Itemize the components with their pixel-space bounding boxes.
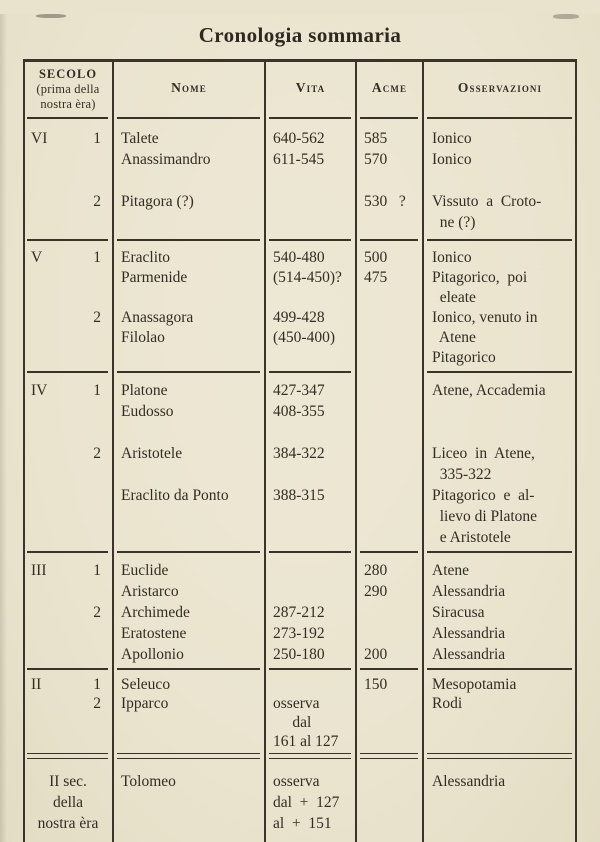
osservazioni-cell-line: Atene, Accademia	[432, 382, 546, 400]
vita-cell-line: (514-450)?	[273, 269, 342, 287]
acme-cell-line	[364, 401, 423, 422]
nome-cell-line: Archimede	[121, 604, 190, 622]
vita-cell	[265, 560, 356, 665]
secolo-cell	[23, 675, 113, 751]
osservazioni-cell-line: Vissuto a Croto-	[432, 193, 542, 211]
osservazioni-cell-line: Alessandria	[432, 583, 506, 601]
column-header-acme: Acme	[371, 80, 408, 96]
page-title: Cronologia sommaria	[198, 23, 402, 48]
osservazioni-cell-line	[432, 732, 577, 751]
generation-number: 2	[93, 604, 101, 622]
generation-number	[93, 328, 101, 348]
vita-cell-line: 540-480	[273, 249, 325, 267]
acme-cell-line: 570	[364, 151, 388, 169]
vita-cell-line	[273, 675, 356, 694]
section-divider	[23, 548, 577, 556]
vita-cell-line: 287-212	[273, 604, 325, 622]
scan-edge-shadow	[0, 14, 7, 842]
acme-cell-line: 290	[364, 583, 388, 601]
osservazioni-cell	[423, 248, 577, 368]
century-label	[23, 771, 113, 834]
header-secolo-line3: nostra èra)	[40, 96, 96, 111]
osservazioni-cell-line: Pitagorico e al-	[432, 487, 535, 505]
osservazioni-cell-line: Siracusa	[432, 604, 485, 622]
nome-cell-line	[121, 732, 265, 751]
secolo-cell	[23, 248, 113, 368]
vita-cell-line: dal	[273, 714, 312, 732]
osservazioni-cell-line: Pitagorico, poi	[432, 269, 528, 287]
generation-number	[93, 713, 101, 732]
divider-segment-oss	[427, 753, 572, 759]
nome-cell-line	[121, 348, 265, 368]
century-label: VI	[31, 130, 48, 148]
vita-cell	[265, 675, 356, 751]
acme-cell-line	[364, 443, 423, 464]
osservazioni-cell-line: Atene	[432, 329, 476, 347]
vita-cell-line: 388-315	[273, 487, 325, 505]
vita-cell	[265, 380, 356, 548]
vita-cell-line: osserva	[273, 773, 320, 791]
nome-cell-line	[121, 713, 265, 732]
vita-cell-line	[273, 527, 356, 548]
divider-segment-acme	[360, 753, 418, 759]
vita-cell-line: 250-180	[273, 646, 325, 664]
nome-cell-line: Eraclito	[121, 249, 171, 267]
acme-cell-line: 530 ?	[364, 193, 406, 211]
vita-cell-line	[273, 422, 356, 443]
nome-cell-line: Seleuco	[121, 676, 171, 694]
acme-cell-line: 280	[364, 562, 388, 580]
nome-cell-line: Filolao	[121, 329, 165, 347]
nome-cell-line: Eudosso	[121, 403, 174, 421]
osservazioni-cell-line: Atene	[432, 562, 470, 580]
nome-cell-line: Euclide	[121, 562, 169, 580]
section-divider	[23, 368, 577, 376]
nome-cell-line: Aristarco	[121, 583, 179, 601]
acme-cell	[356, 675, 423, 751]
nome-cell-line	[121, 212, 265, 233]
generation-number: 1	[93, 676, 101, 694]
acme-cell-line	[364, 694, 423, 713]
vita-cell-line	[273, 212, 356, 233]
osservazioni-cell-line: Ionico	[432, 249, 472, 267]
secolo-cell	[23, 380, 113, 548]
acme-cell-line	[364, 288, 423, 308]
generation-numbers	[93, 248, 101, 368]
acme-cell	[356, 560, 423, 665]
scanned-book-page	[0, 14, 600, 842]
table-section-IV	[23, 376, 577, 548]
vita-cell-line: 499-428	[273, 309, 325, 327]
nome-cell-line: Parmenide	[121, 269, 188, 287]
osservazioni-cell-line: Ionico	[432, 130, 472, 148]
acme-cell-line	[364, 212, 423, 233]
acme-cell-line	[364, 527, 423, 548]
generation-numbers	[93, 675, 101, 751]
osservazioni-cell-line: Rodi	[432, 695, 463, 713]
acme-cell-line	[364, 602, 423, 623]
osservazioni-cell-line: Liceo in Atene,	[432, 445, 535, 463]
generation-number: 1	[93, 382, 101, 400]
nome-cell	[113, 248, 265, 368]
scan-smudge	[553, 14, 579, 19]
generation-number	[93, 288, 101, 308]
osservazioni-cell-line: e Aristotele	[432, 529, 511, 547]
vita-cell-line	[273, 348, 356, 368]
column-header-vita: Vita	[295, 80, 326, 96]
table-section-V	[23, 244, 577, 368]
generation-number	[93, 401, 101, 422]
vita-cell	[265, 128, 356, 233]
generation-number	[93, 422, 101, 443]
osservazioni-cell-line: Pitagorico	[432, 349, 496, 367]
nome-cell-line	[121, 288, 265, 308]
acme-cell-line	[364, 308, 423, 328]
generation-number	[93, 348, 101, 368]
vita-cell-line: osserva	[273, 695, 320, 713]
century-label-line: II sec.	[49, 773, 87, 791]
nome-cell-line: Aristotele	[121, 445, 183, 463]
header-secolo-line1: SECOLO	[38, 66, 98, 81]
nome-cell-line: Eratostene	[121, 625, 187, 643]
osservazioni-cell	[423, 380, 577, 548]
acme-cell-line	[364, 170, 423, 191]
nome-cell-line	[121, 506, 265, 527]
vita-cell-line: 640-562	[273, 130, 325, 148]
generation-number	[93, 149, 101, 170]
nome-cell-line: Ipparco	[121, 695, 169, 713]
vita-cell-line: (450-400)	[273, 329, 335, 347]
divider-segment-vita	[269, 753, 351, 759]
nome-cell	[113, 675, 265, 751]
nome-cell-line: Tolomeo	[121, 773, 176, 791]
generation-number	[93, 623, 101, 644]
acme-cell	[356, 248, 423, 368]
generation-number: 1	[93, 130, 101, 148]
header-secolo-line2: (prima della	[36, 81, 100, 96]
column-header-secolo	[23, 62, 113, 114]
osservazioni-cell	[423, 128, 577, 233]
generation-numbers	[93, 128, 101, 233]
generation-numbers	[93, 560, 101, 665]
osservazioni-cell	[423, 675, 577, 751]
acme-cell-line	[364, 506, 423, 527]
nome-cell-line	[121, 422, 265, 443]
osservazioni-cell-line	[432, 792, 577, 813]
generation-number	[93, 506, 101, 527]
nome-cell-line: Pitagora (?)	[121, 193, 194, 211]
osservazioni-cell-line: Mesopotamia	[432, 676, 517, 694]
vita-cell-line: 427-347	[273, 382, 325, 400]
acme-cell-line: 150	[364, 676, 388, 694]
vita-cell-line	[273, 506, 356, 527]
nome-cell-line	[121, 792, 265, 813]
nome-cell-line: Anassagora	[121, 309, 194, 327]
acme-cell-line	[364, 328, 423, 348]
osservazioni-cell-line: ne (?)	[432, 214, 476, 232]
acme-cell-line	[364, 771, 423, 792]
section-divider	[23, 665, 577, 673]
osservazioni-cell-line: Alessandria	[432, 773, 506, 791]
nome-cell	[113, 771, 265, 834]
vita-cell-line	[273, 560, 356, 581]
secolo-cell	[23, 771, 113, 834]
vita-cell	[265, 771, 356, 834]
vita-cell-line	[273, 581, 356, 602]
table-body	[23, 122, 577, 834]
nome-cell-line: Apollonio	[121, 646, 184, 664]
nome-cell-line: Anassimandro	[121, 151, 211, 169]
vita-cell-line: 611-545	[273, 151, 325, 169]
acme-cell-line	[364, 485, 423, 506]
osservazioni-cell	[423, 771, 577, 834]
osservazioni-cell-line: 335-322	[432, 466, 492, 484]
divider-segment-nome	[117, 753, 260, 759]
acme-cell	[356, 771, 423, 834]
century-label: IV	[31, 382, 48, 400]
nome-cell-line: Talete	[121, 130, 159, 148]
generation-number	[93, 644, 101, 665]
acme-cell-line: 475	[364, 269, 388, 287]
generation-number: 1	[93, 249, 101, 267]
generation-number	[93, 581, 101, 602]
osservazioni-cell-line	[432, 401, 577, 422]
nome-cell-line: Platone	[121, 382, 168, 400]
vita-cell-line	[273, 170, 356, 191]
generation-number	[93, 170, 101, 191]
acme-cell-line: 585	[364, 130, 388, 148]
generation-numbers	[93, 380, 101, 548]
table-section-II	[23, 673, 577, 751]
acme-cell-line: 500	[364, 249, 388, 267]
osservazioni-cell-line	[432, 813, 577, 834]
table-section-VI	[23, 122, 577, 236]
acme-cell-line	[364, 422, 423, 443]
column-header-osservazioni: Osservazioni	[457, 80, 543, 96]
table-section-III	[23, 556, 577, 665]
acme-cell-line	[364, 380, 423, 401]
header-divider	[23, 114, 577, 122]
acme-cell-line	[364, 732, 423, 751]
acme-cell-line	[364, 713, 423, 732]
osservazioni-cell	[423, 560, 577, 665]
nome-cell	[113, 560, 265, 665]
generation-number: 2	[93, 695, 101, 713]
divider-segment-secolo	[27, 753, 108, 759]
century-label: II	[31, 676, 42, 694]
generation-number	[93, 268, 101, 288]
osservazioni-cell-line: Ionico, venuto in	[432, 309, 538, 327]
vita-cell-line: 273-192	[273, 625, 325, 643]
generation-number	[93, 212, 101, 233]
column-header-nome: Nome	[171, 80, 207, 96]
nome-cell-line	[121, 527, 265, 548]
vita-cell-line: 161 al 127	[273, 733, 339, 751]
vita-cell-line	[273, 288, 356, 308]
section-divider	[23, 236, 577, 244]
osservazioni-cell-line	[432, 170, 577, 191]
nome-cell-line: Eraclito da Ponto	[121, 487, 229, 505]
acme-cell-line	[364, 623, 423, 644]
vita-cell-line: 408-355	[273, 403, 325, 421]
century-label: III	[31, 562, 47, 580]
acme-cell-line	[364, 348, 423, 368]
generation-number	[93, 732, 101, 751]
acme-cell-line	[364, 464, 423, 485]
acme-cell-line	[364, 813, 423, 834]
section-divider	[23, 751, 577, 761]
generation-number: 1	[93, 562, 101, 580]
vita-cell-line: 384-322	[273, 445, 325, 463]
vita-cell-line	[273, 191, 356, 212]
century-label-line: nostra èra	[37, 815, 99, 833]
secolo-cell	[23, 128, 113, 233]
scan-smudge	[36, 14, 66, 18]
osservazioni-cell-line	[432, 713, 577, 732]
acme-cell-line	[364, 792, 423, 813]
nome-cell-line	[121, 464, 265, 485]
acme-cell	[356, 128, 423, 233]
generation-number: 2	[93, 193, 101, 211]
century-label: V	[31, 249, 43, 267]
osservazioni-cell-line: Alessandria	[432, 625, 506, 643]
nome-cell	[113, 380, 265, 548]
nome-cell-line	[121, 813, 265, 834]
vita-cell-line: dal + 127	[273, 794, 340, 812]
table-header-row	[23, 62, 577, 114]
vita-cell-line	[273, 464, 356, 485]
century-label-line: della	[52, 794, 84, 812]
table-section-IIsec	[23, 761, 577, 834]
secolo-cell	[23, 560, 113, 665]
generation-number: 2	[93, 445, 101, 463]
osservazioni-cell-line: Alessandria	[432, 646, 506, 664]
osservazioni-cell-line: lievo di Platone	[432, 508, 538, 526]
generation-number	[93, 464, 101, 485]
osservazioni-cell-line: Ionico	[432, 151, 472, 169]
chronology-table	[23, 59, 577, 842]
generation-number: 2	[93, 309, 101, 327]
nome-cell	[113, 128, 265, 233]
nome-cell-line	[121, 170, 265, 191]
generation-number	[93, 527, 101, 548]
acme-cell-line: 200	[364, 646, 388, 664]
acme-cell	[356, 380, 423, 548]
vita-cell	[265, 248, 356, 368]
vita-cell-line: al + 151	[273, 815, 332, 833]
generation-number	[93, 485, 101, 506]
osservazioni-cell-line	[432, 422, 577, 443]
osservazioni-cell-line: eleate	[432, 289, 476, 307]
